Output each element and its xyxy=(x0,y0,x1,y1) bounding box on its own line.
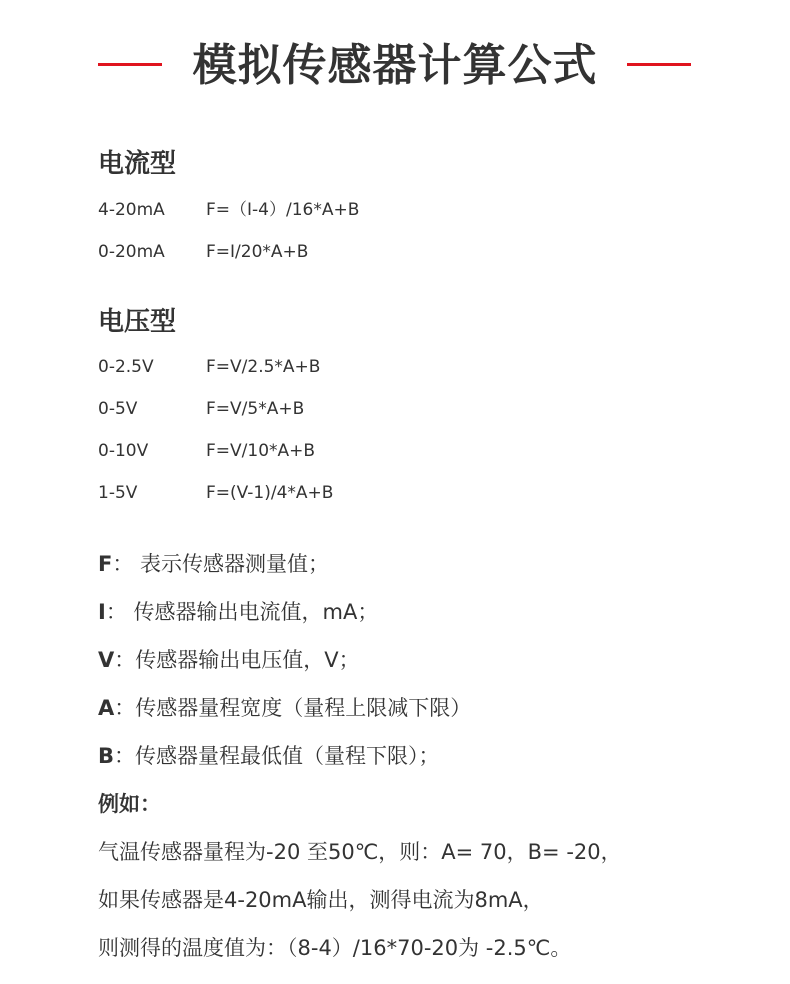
current-range: 0-20mA xyxy=(98,242,165,262)
current-row xyxy=(98,198,359,222)
voltage-row xyxy=(98,397,304,421)
definition-symbol: B xyxy=(98,744,115,768)
definition-i xyxy=(98,597,378,627)
example-line: 如果传感器是4-20mA输出，测得电流为8mA， xyxy=(98,888,544,912)
definition-text: ： 表示传感器测量值； xyxy=(112,552,330,576)
definition-text: ：传感器量程宽度（量程上限减下限） xyxy=(114,696,472,720)
definition-symbol: V xyxy=(98,648,115,672)
definition-text: ： 传感器输出电流值，mA； xyxy=(105,600,379,624)
current-formula: F=（I-4）/16*A+B xyxy=(206,200,360,220)
voltage-formula: F=V/2.5*A+B xyxy=(206,357,321,377)
voltage-row xyxy=(98,355,320,379)
voltage-range: 0-5V xyxy=(98,399,138,419)
definition-symbol: F xyxy=(98,552,113,576)
example-heading: 例如： xyxy=(98,792,161,816)
header xyxy=(0,34,790,98)
definition-f xyxy=(98,549,329,579)
definition-b xyxy=(98,741,440,771)
current-formula: F=I/20*A+B xyxy=(206,242,309,262)
example-line: 气温传感器量程为-20 至50℃，则：A= 70，B= -20， xyxy=(98,840,622,864)
example-line: 则测得的温度值为：（8-4）/16*70-20为 -2.5℃。 xyxy=(98,936,572,960)
title-rule-right xyxy=(627,63,691,66)
definition-text: ：传感器量程最低值（量程下限）； xyxy=(114,744,440,768)
current-range: 4-20mA xyxy=(98,200,165,220)
voltage-row xyxy=(98,481,333,505)
voltage-range: 0-2.5V xyxy=(98,357,154,377)
definition-symbol: I xyxy=(98,600,106,624)
voltage-formula: F=V/10*A+B xyxy=(206,441,316,461)
definition-symbol: A xyxy=(98,696,115,720)
voltage-row xyxy=(98,439,315,463)
voltage-formula: F=(V-1)/4*A+B xyxy=(206,483,334,503)
definition-a xyxy=(98,693,471,723)
voltage-formula: F=V/5*A+B xyxy=(206,399,305,419)
title-rule-left xyxy=(98,63,162,66)
definition-v xyxy=(98,645,360,675)
current-type-heading: 电流型 xyxy=(98,149,177,179)
page-title: 模拟传感器计算公式 xyxy=(192,40,598,91)
voltage-type-heading: 电压型 xyxy=(98,307,177,337)
definition-text: ：传感器输出电压值，V； xyxy=(114,648,360,672)
current-row xyxy=(98,240,308,264)
voltage-range: 1-5V xyxy=(98,483,138,503)
voltage-range: 0-10V xyxy=(98,441,149,461)
